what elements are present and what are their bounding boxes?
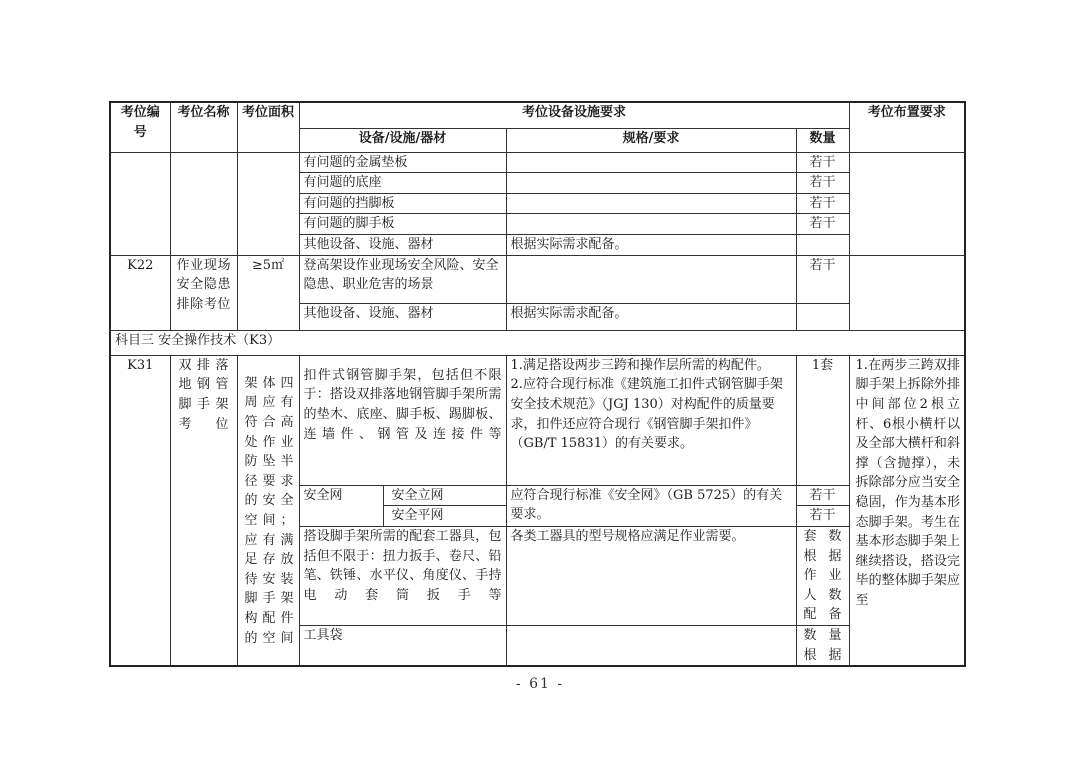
equipment-cell: 有问题的挡脚板 bbox=[299, 193, 506, 214]
equipment-cell: 有问题的金属垫板 bbox=[299, 152, 506, 173]
spec-cell: 各类工器具的型号规格应满足作业需要。 bbox=[506, 527, 796, 626]
requirements-table bbox=[109, 101, 966, 667]
spec-cell bbox=[506, 152, 796, 173]
code-cell: K31 bbox=[110, 355, 170, 666]
quantity-cell: 若干 bbox=[796, 173, 849, 194]
spec-cell bbox=[506, 255, 796, 303]
section-title: 科目三 安全操作技术（K3） bbox=[110, 330, 965, 355]
equipment-cell: 扣件式钢管脚手架，包括但不限于：搭设双排落地钢管脚手架所需的垫木、底座、脚手板、踢脚板、连墙件、钢管及连接件等 bbox=[299, 355, 506, 485]
header-area: 考位面积 bbox=[237, 102, 299, 152]
quantity-cell: 若干 bbox=[796, 506, 849, 527]
quantity-cell: 若干 bbox=[796, 485, 849, 506]
code-cell: K22 bbox=[110, 255, 170, 330]
layout-cell bbox=[849, 255, 965, 330]
quantity-cell: 数量根据 bbox=[796, 626, 849, 667]
equipment-cell: 登高架设作业现场安全风险、安全隐患、职业危害的场景 bbox=[299, 255, 506, 303]
name-cell: 作业现场安全隐患排除考位 bbox=[170, 255, 237, 330]
layout-cell bbox=[849, 152, 965, 255]
spec-cell bbox=[506, 173, 796, 194]
quantity-cell bbox=[796, 303, 849, 330]
area-cell bbox=[237, 152, 299, 255]
header-equipment: 设备/设施/器材 bbox=[299, 128, 506, 152]
quantity-cell bbox=[796, 234, 849, 255]
area-cell: ≥5㎡ bbox=[237, 255, 299, 330]
quantity-cell: 若干 bbox=[796, 255, 849, 303]
equipment-cell: 安全网 bbox=[299, 485, 383, 526]
table-row bbox=[110, 255, 965, 303]
quantity-cell: 1套 bbox=[796, 355, 849, 485]
header-requirements: 考位设备设施要求 bbox=[299, 102, 849, 128]
spec-cell: 1.满足搭设两步三跨和操作层所需的构配件。 2.应符合现行标准《建筑施工扣件式钢管脚手架安全技术规范》（JGJ 130）对构配件的质量要求，扣件还应符合现行《钢管脚手架扣件》（GB/T 15831）的有关要求。 bbox=[506, 355, 796, 485]
name-cell: 双排落地钢管脚手架考位 bbox=[170, 355, 237, 666]
spec-cell: 根据实际需求配备。 bbox=[506, 234, 796, 255]
equipment-cell: 有问题的底座 bbox=[299, 173, 506, 194]
equipment-cell: 其他设备、设施、器材 bbox=[299, 234, 506, 255]
spec-cell bbox=[506, 626, 796, 667]
spec-cell: 应符合现行标准《安全网》（GB 5725）的有关要求。 bbox=[506, 485, 796, 526]
spec-cell: 根据实际需求配备。 bbox=[506, 303, 796, 330]
equipment-subcell: 安全平网 bbox=[383, 506, 506, 527]
quantity-cell: 若干 bbox=[796, 214, 849, 235]
equipment-cell: 有问题的脚手板 bbox=[299, 214, 506, 235]
header-layout: 考位布置要求 bbox=[849, 102, 965, 152]
equipment-subcell: 安全立网 bbox=[383, 485, 506, 506]
name-cell bbox=[170, 152, 237, 255]
quantity-cell: 若干 bbox=[796, 193, 849, 214]
quantity-cell: 若干 bbox=[796, 152, 849, 173]
code-cell bbox=[110, 152, 170, 255]
table-row bbox=[110, 152, 965, 173]
spec-cell bbox=[506, 193, 796, 214]
layout-cell: 1.在两步三跨双排脚手架上拆除外排中间部位2根立杆、6根小横杆以及全部大横杆和斜撑（含抛撑），未拆除部分应当安全稳固，作为基本形态脚手架。考生在基本形态脚手架上继续搭设，搭设完毕的整体脚手架应至 bbox=[849, 355, 965, 666]
header-spec: 规格/要求 bbox=[506, 128, 796, 152]
equipment-cell: 其他设备、设施、器材 bbox=[299, 303, 506, 330]
header-quantity: 数量 bbox=[796, 128, 849, 152]
equipment-cell: 工具袋 bbox=[299, 626, 506, 667]
equipment-cell: 搭设脚手架所需的配套工器具，包括但不限于：扭力扳手、卷尺、铅笔、铁锤、水平仪、角度仪、手持电动套筒扳手等 bbox=[299, 527, 506, 626]
table-row bbox=[110, 355, 965, 485]
header-name: 考位名称 bbox=[170, 102, 237, 152]
page-number: - 61 - bbox=[515, 676, 565, 692]
header-code: 考位编号 bbox=[110, 102, 170, 152]
spec-cell bbox=[506, 214, 796, 235]
table-row bbox=[110, 330, 965, 355]
quantity-cell: 套数根据作业人数配备 bbox=[796, 527, 849, 626]
area-cell: 架体四周应有符合高处作业防坠半径要求的安全空间；应有满足存放待安装脚手架构配件的空间 bbox=[237, 355, 299, 666]
